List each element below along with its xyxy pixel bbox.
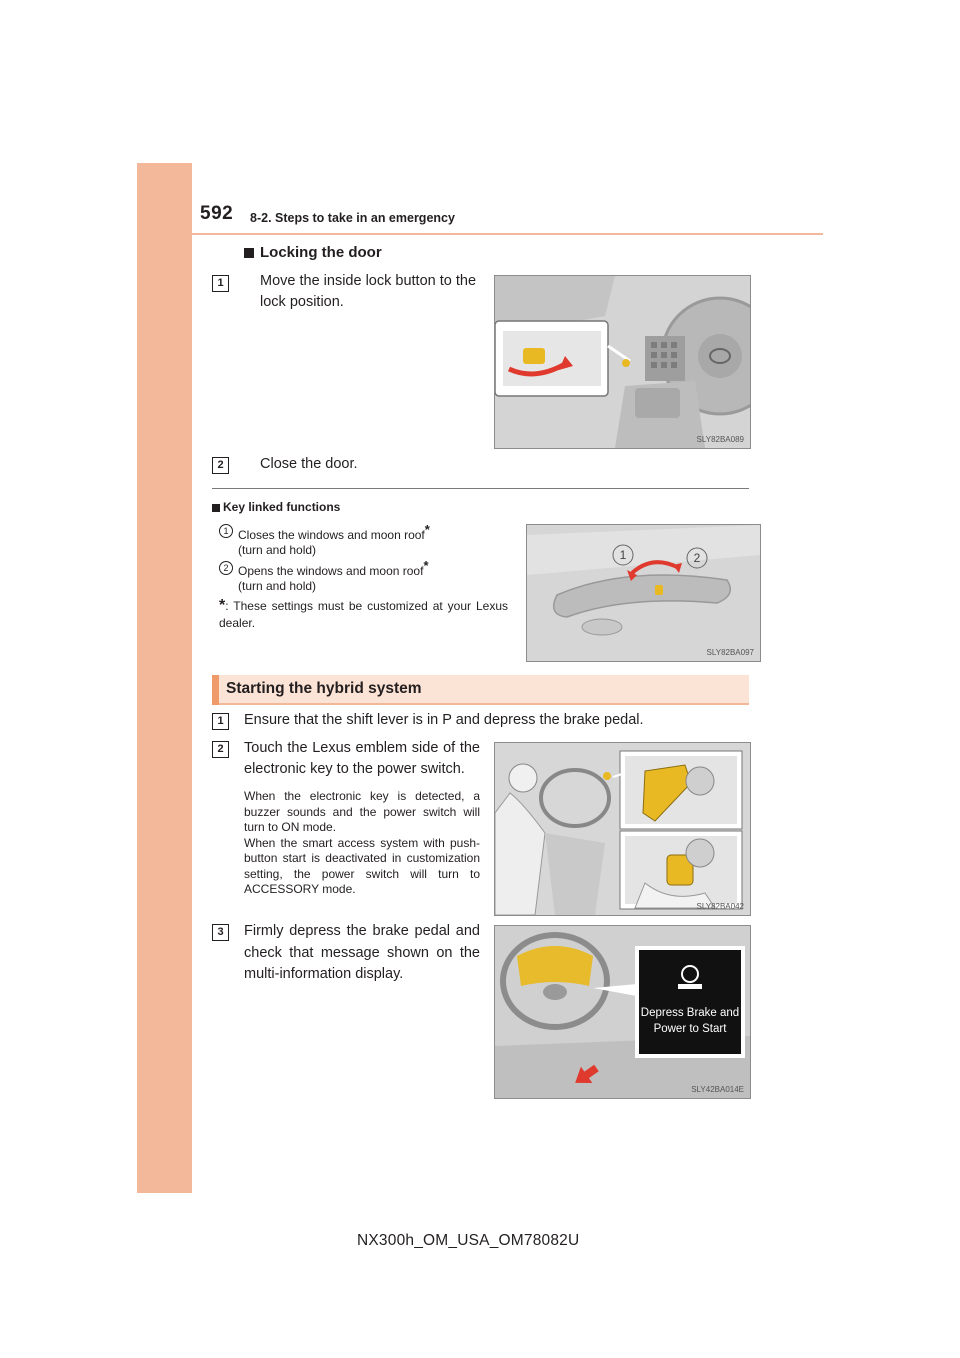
starting-step2-text: Touch the Lexus emblem side of the electronic key to the power switch. <box>244 740 480 777</box>
key-linked-heading: Key linked functions <box>212 500 340 514</box>
multi-info-display-figure <box>494 925 751 1099</box>
power-switch-figure <box>494 742 751 916</box>
figure-label-2: 2 <box>693 551 701 565</box>
step-number: 1 <box>212 713 229 730</box>
key-linked-note: *: These settings must be customized at your Lexus dealer. <box>219 597 508 630</box>
locking-heading: Locking the door <box>244 244 382 261</box>
locking-step1-text: Move the inside lock button to the lock position. <box>260 273 477 310</box>
starting-step3-text: Firmly depress the brake pedal and check that message shown on the multi-information display. <box>244 923 480 982</box>
locking-step2-text: Close the door. <box>260 456 358 472</box>
display-line2: Power to Start <box>653 1023 727 1035</box>
footer-code: NX300h_OM_USA_OM78082U <box>357 1232 580 1249</box>
door-lock-figure <box>494 275 751 449</box>
starting-step2-note: When the electronic key is detected, a buzzer sounds and the power switch will turn to ON mode. When the smart access system with push-button start is deactivated in customization setting, the power switch will turn to ACCESSORY mode. <box>244 789 480 896</box>
figure-label-1: 1 <box>619 548 627 562</box>
step-number: 2 <box>212 741 229 758</box>
step-number: 1 <box>212 275 229 292</box>
header-rule <box>192 233 823 235</box>
step-number: 2 <box>212 457 229 474</box>
circled-number: 2 <box>219 561 233 575</box>
page-number: 592 <box>200 203 234 224</box>
door-handle-figure <box>526 524 761 662</box>
starting-step1-text: Ensure that the shift lever is in P and depress the brake pedal. <box>244 712 644 728</box>
step-number: 3 <box>212 924 229 941</box>
section-path: 8-2. Steps to take in an emergency <box>250 211 455 225</box>
section-accent <box>212 675 219 705</box>
figure-code: SLY82BA097 <box>706 648 754 657</box>
display-line1: Depress Brake and <box>640 1007 740 1019</box>
circled-number: 1 <box>219 524 233 538</box>
chapter-side-tab <box>137 163 192 1193</box>
key-linked-item2: Opens the windows and moon roof* (turn and hold) <box>238 558 429 593</box>
section-divider <box>212 488 749 489</box>
figure-code: SLY42BA014E <box>691 1085 744 1094</box>
section-title-bar <box>212 675 749 705</box>
figure-code: SLY82BA089 <box>696 435 744 444</box>
square-bullet-icon <box>212 504 220 512</box>
section-title: Starting the hybrid system <box>226 680 422 697</box>
figure-code: SLY82BA042 <box>696 902 744 911</box>
square-bullet-icon <box>244 248 254 258</box>
key-linked-item1: Closes the windows and moon roof* (turn and hold) <box>238 522 430 557</box>
